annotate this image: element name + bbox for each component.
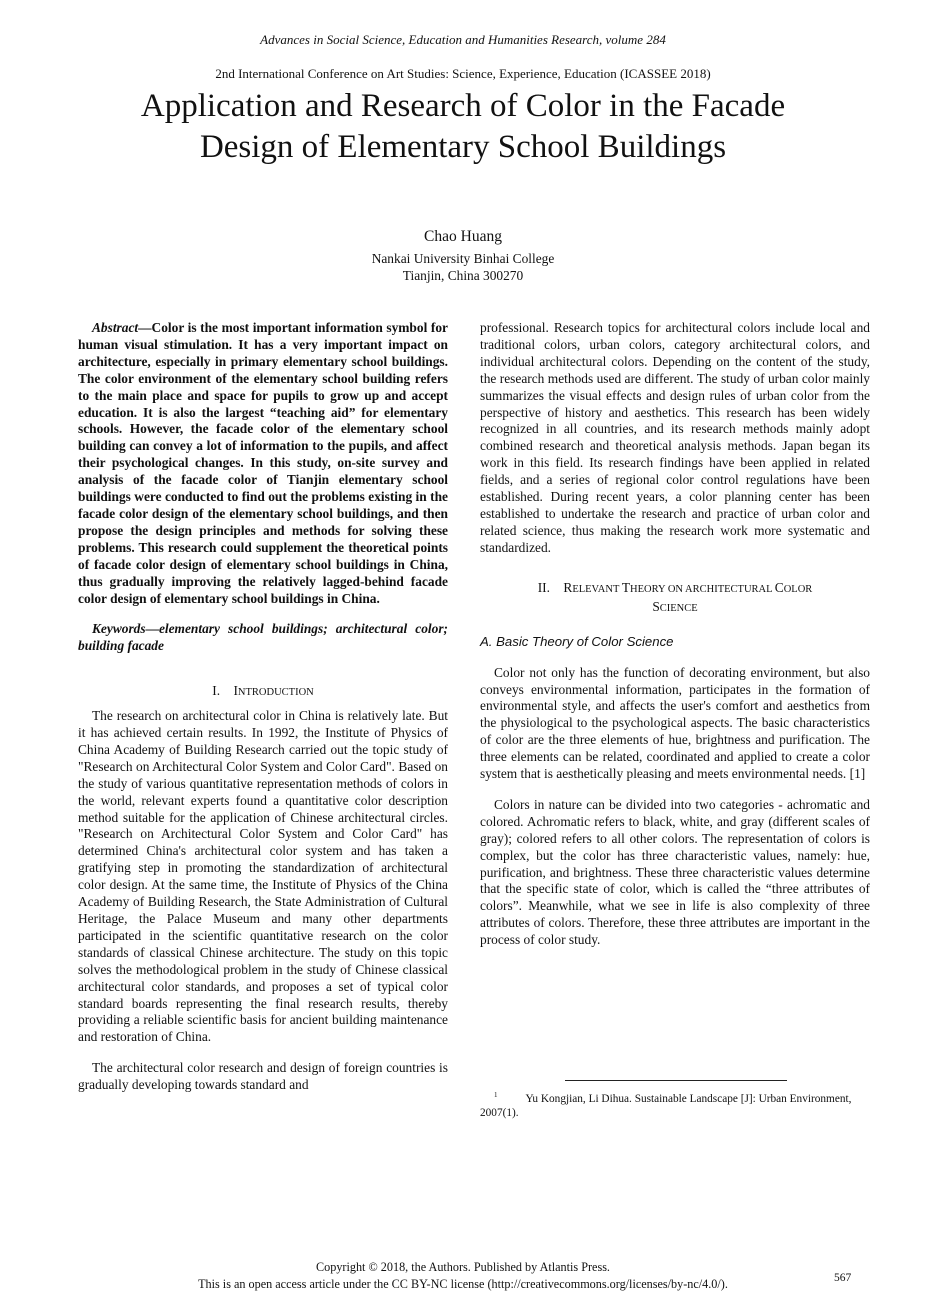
- author-name: Chao Huang: [424, 228, 502, 245]
- t: T: [621, 579, 630, 595]
- abstract-label: Abstract: [92, 320, 139, 335]
- title-line: Application and Research of Color in the Facade: [140, 88, 786, 124]
- t: S: [652, 599, 660, 615]
- abstract: [78, 320, 448, 607]
- left-column: [78, 320, 448, 1108]
- footnote-divider: [565, 1080, 787, 1081]
- license-line: This is an open access article under the CC BY-NC license (http://creativecommons.org/licenses/by-nc/4.0/).: [198, 1277, 728, 1291]
- footnote: [480, 1088, 870, 1121]
- copyright-line: Copyright © 2018, the Authors. Published by Atlantis Press.: [316, 1260, 610, 1274]
- t: OLOR: [783, 583, 813, 595]
- affiliation-line: Tianjin, China 300270: [402, 268, 524, 283]
- section-title-initial: I: [233, 683, 238, 699]
- journal-header: Advances in Social Science, Education and Humanities Research, volume 284: [260, 32, 666, 47]
- t: ELEVANT: [572, 583, 622, 595]
- keywords: Keywords—elementary school buildings; architectural color; building facade: [78, 621, 448, 654]
- title-line: Design of Elementary School Buildings: [199, 129, 727, 165]
- section-title-rest: NTRODUCTION: [237, 687, 314, 699]
- footnote-text: Yu Kongjian, Li Dihua. Sustainable Landscape [J]: Urban Environment, 2007(1).: [480, 1092, 852, 1120]
- t: HEORY ON ARCHITECTURAL: [630, 583, 775, 595]
- paper-title: [0, 86, 926, 168]
- t: CIENCE: [659, 603, 698, 615]
- section-heading-theory: [480, 579, 870, 618]
- paragraph: The architectural color research and design of foreign countries is gradually developing towards standard and: [78, 1060, 448, 1093]
- section-number: II.: [537, 579, 550, 595]
- page-number: 567: [834, 1272, 852, 1284]
- t: C: [774, 579, 784, 595]
- paragraph: professional. Research topics for architectural colors include local and traditional colors, urban colors, category architectural colors, and individual architectural colors. Depending on the content of the study, the research methods used are different. The study of urban color mainly summarizes the visual effects and design rules of urban color from the perspective of history and aesthetics. This research has been widely recognized in all countries, and its research methods mainly adopt combined research and theoretical analysis methods. Japan began its work in this field. Its research findings have been applied in related fields, and a series of regional color control regulations have been established. During recent years, a color planning center has been established to undertake the research and practice of urban color and related science, thus making the research work more systematic and standardized.: [480, 320, 870, 555]
- affiliation: [0, 250, 926, 284]
- paragraph: Color not only has the function of decorating environment, but also conveys environmental information, participates in the formation of environmental style, and affects the user's comfort and aesthetics from the physiological to the psychological aspects. The basic characteristics of color are the three elements of hue, brightness and purification. The three elements can be related, coordinated and applied to create a color system that is aesthetically pleasing and meets environmental needs. [1]: [480, 664, 870, 782]
- copyright-footer: [0, 1259, 926, 1293]
- abstract-text: —Color is the most important information symbol for human visual stimulation. It has a very important impact on architecture, especially in primary elementary school buildings. The color environment of the elementary school building refers to the main place and space for pupils to grow up and accept education. It is also the largest “teaching aid” for elementary schools. However, the facade color of the elementary school building can convey a lot of information to the pupils, and affect their psychological changes. In this study, on-site survey and analysis of the facade color of Tianjin elementary school buildings were conducted to find out the problems existing in the facade color design of the elementary school buildings, and then propose the design principles and methods for solving these problems. This research could supplement the theoretical points of facade color design of elementary school buildings in China, thus gradually improving the relatively lagged-behind facade color design of elementary school buildings in China.: [78, 320, 448, 606]
- affiliation-line: Nankai University Binhai College: [371, 251, 555, 266]
- t: R: [563, 579, 573, 595]
- footnote-mark: 1: [494, 1091, 498, 1099]
- section-number: I.: [212, 683, 221, 699]
- conference-header: 2nd International Conference on Art Studies: Science, Experience, Education (ICASSEE 2018): [215, 66, 711, 81]
- paragraph: Colors in nature can be divided into two categories - achromatic and colored. Achromatic refers to black, white, and gray (different scales of gray); colored refers to all other colors. The representation of colors is complex, but the color has three characteristic values, namely: hue, purification, and brightness. These three characteristic values determine that the specific state of color, which is called the “three attributes of colors”. Meanwhile, what we see in life is also complexity of three attributes of colors. Therefore, these three attributes are important in the process of color study.: [480, 796, 870, 948]
- section-heading-introduction: [78, 683, 448, 702]
- paragraph: The research on architectural color in China is relatively late. But it has achieved certain results. In 1992, the Institute of Physics of China Academy of Building Research carried out the topic study of "Research on Architectural Color System and Color Card". Based on the study of various quantitative representation methods of colors in the world, relevant experts found a quantitative color description method suitable for the application of Chinese architectural circles. "Research on Architectural Color System and Color Card" has determined China's architectural color system and has taken a gratifying step in promoting the standardization of architectural color design. At the same time, the Institute of Physics of the China Academy of Building Research, the State Administration of Cultural Heritage, the Palace Museum and many other departments participated in the scientific quantitative research on the color standards of classical Chinese architecture. The study on this topic solves the methodological problem in the study of Chinese classical architectural color standards, and proposes a set of typical color standard boards representing the final research results, thereby providing a reliable scientific basis for ancient building maintenance and restoration of China.: [78, 708, 448, 1045]
- right-column: [480, 320, 870, 963]
- subsection-heading: A. Basic Theory of Color Science: [480, 633, 674, 649]
